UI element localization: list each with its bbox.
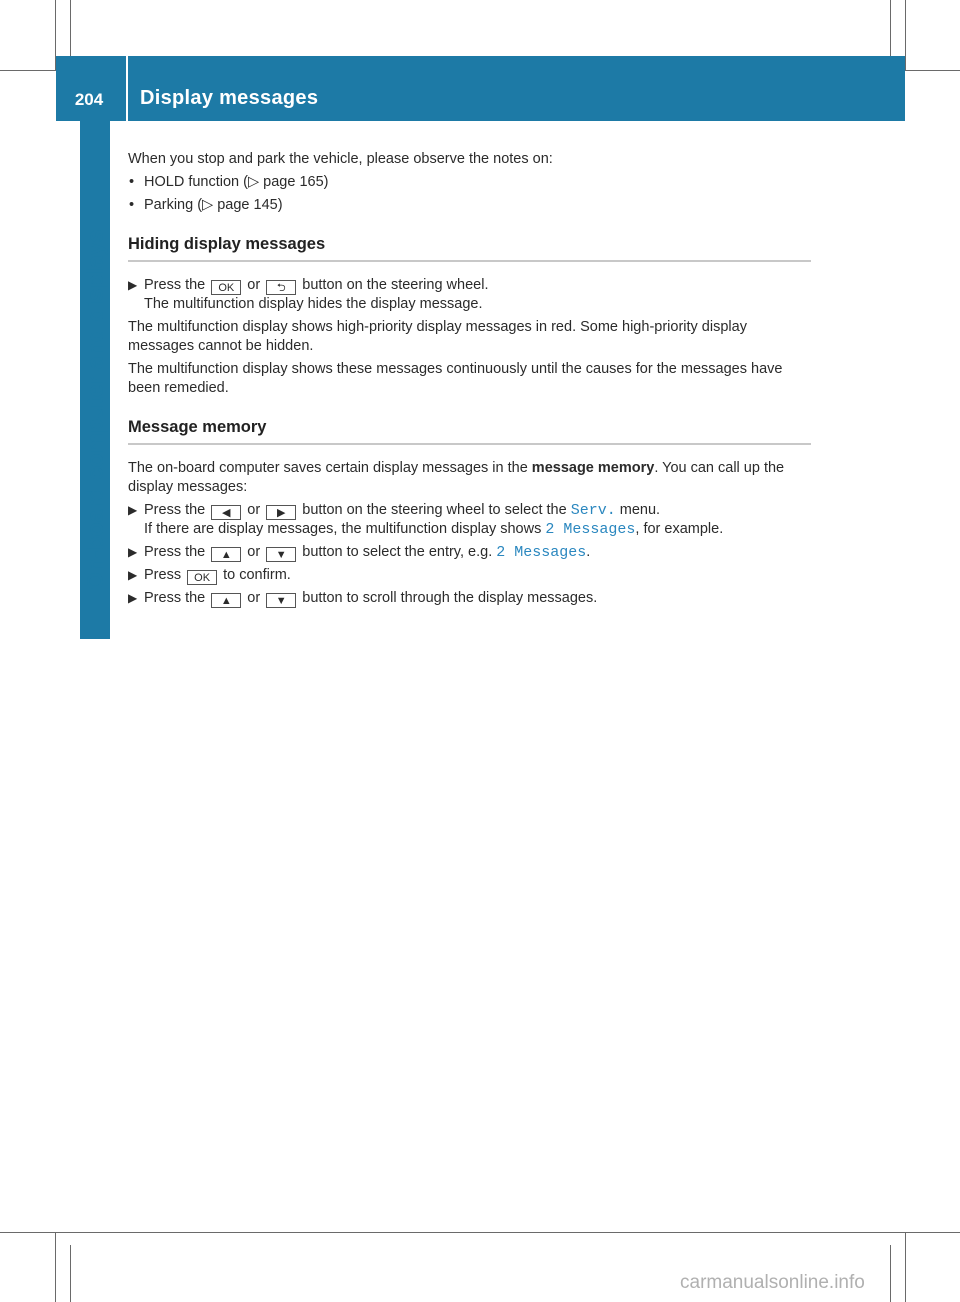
up-key-icon: ▲: [211, 547, 241, 562]
page-number: 204: [74, 90, 104, 109]
step-arrow-icon: ▶: [128, 591, 138, 605]
section-title: Hiding display messages: [128, 235, 326, 253]
step-arrow-icon: ▶: [128, 568, 138, 582]
up-key-icon: ▲: [211, 593, 241, 608]
header-divider: [126, 56, 128, 121]
crop-mark: [890, 1245, 891, 1302]
instruction-step: ▶ Press the ▲ or ▼ button to scroll through the display messages.: [128, 590, 598, 607]
page-ref-icon: ▷: [202, 197, 214, 213]
section-heading-hiding: [128, 235, 811, 262]
page-ref-link[interactable]: page 145): [213, 197, 283, 213]
display-text: Serv.: [570, 502, 616, 519]
main-content: [128, 150, 811, 612]
page-ref-link[interactable]: page 165): [259, 174, 329, 190]
down-key-icon: ▼: [266, 547, 296, 562]
back-key-icon: ⮌: [266, 280, 296, 295]
section-title: Message memory: [128, 418, 267, 436]
crop-mark: [70, 1245, 71, 1302]
instruction-step: ▶ Press the ▲ or ▼ button to select the entry, e.g. 2 Messages.: [128, 544, 591, 561]
paragraph: The multifunction display shows high-priority display messages in red. Some high-priority display messages cannot be hidden.: [128, 319, 747, 354]
list-item: • HOLD function (▷ page 165): [129, 174, 329, 190]
step-result: The multifunction display hides the display message.: [144, 296, 483, 312]
page-title: Display messages: [140, 87, 319, 109]
crop-mark: [905, 0, 906, 70]
crop-mark: [0, 1232, 960, 1233]
step-arrow-icon: ▶: [128, 278, 138, 292]
page-ref-icon: ▷: [247, 174, 260, 190]
display-text: 2 Messages: [545, 521, 636, 538]
crop-mark: [70, 0, 71, 56]
section-heading-memory: [128, 418, 811, 445]
paragraph: The multifunction display shows these messages continuously until the causes for the messages have been remedied.: [128, 361, 783, 396]
left-key-icon: ◀: [211, 505, 241, 520]
down-key-icon: ▼: [266, 593, 296, 608]
crop-mark: [905, 1232, 906, 1302]
intro-text: When you stop and park the vehicle, please observe the notes on:: [128, 151, 553, 167]
ok-key-icon: OK: [187, 570, 217, 585]
display-text: 2 Messages: [496, 544, 587, 561]
list-item: • Parking (▷ page 145): [129, 197, 283, 213]
step-arrow-icon: ▶: [128, 503, 138, 517]
instruction-step: ▶ Press the OK or ⮌ button on the steering wheel. The multifunction display hides the display message.: [128, 277, 489, 312]
ok-key-icon: OK: [211, 280, 241, 295]
step-arrow-icon: ▶: [128, 545, 138, 559]
crop-mark: [890, 0, 891, 56]
instruction-step: ▶ Press OK to confirm.: [128, 567, 291, 584]
side-tab-label: On-board computer and displays: [82, 229, 108, 590]
watermark: carmanualsonline.info: [680, 1272, 865, 1293]
right-key-icon: ▶: [266, 505, 296, 520]
instruction-step: ▶ Press the ◀ or ▶ button on the steering wheel to select the Serv. menu. If there are display messages, the multifunction display shows 2 Messages, for example.: [128, 502, 724, 538]
bullet-icon: •: [129, 174, 135, 190]
bullet-icon: •: [129, 197, 135, 213]
paragraph: The on-board computer saves certain display messages in the message memory. You can call up the display messages:: [128, 460, 785, 495]
crop-mark: [55, 1232, 56, 1302]
